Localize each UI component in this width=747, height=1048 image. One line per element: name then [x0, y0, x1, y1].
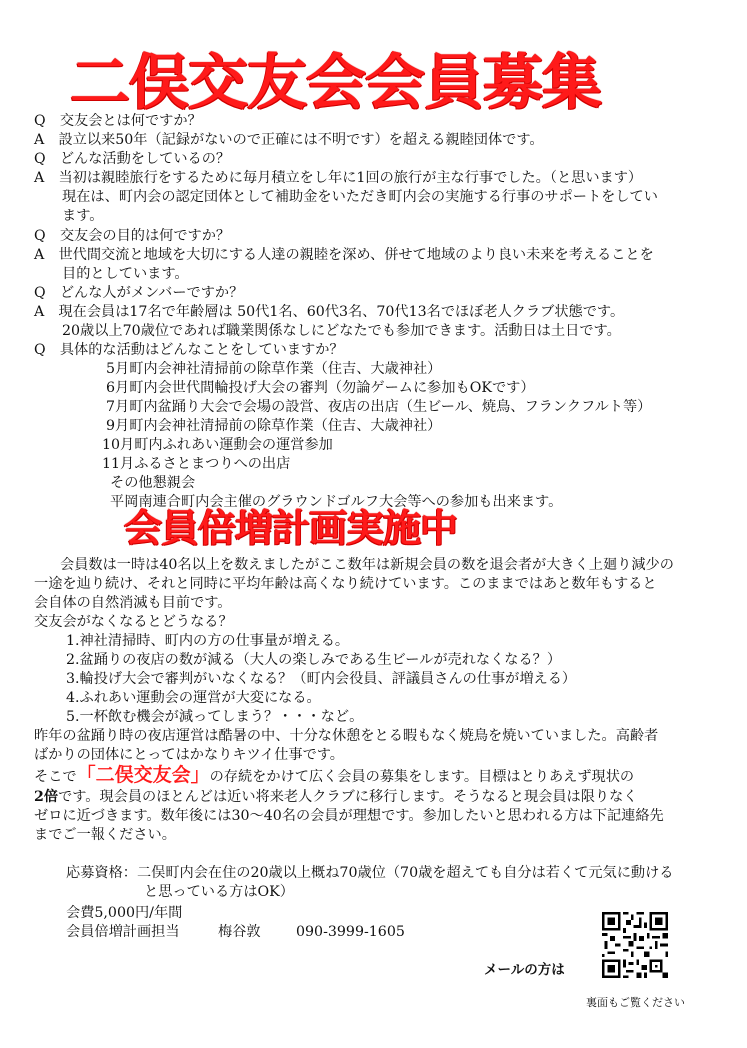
body-text: 会員数は一時は40名以上を数えましたがここ数年は新規会員の数を退会者が大きく上廻り減少の: [60, 557, 674, 573]
consequence-item: 1.神社清掃時、町内の方の仕事量が増える。: [66, 633, 350, 649]
consequence-item: 5.一杯飲む機会が減ってしまう？・・・など。: [66, 709, 364, 725]
mail-label: メールの方は: [484, 962, 565, 978]
qualification: と思っている方はOK）: [144, 884, 294, 900]
activity-item: 6月町内会世代間輪投げ大会の審判（勿論ゲームに参加もOKです）: [106, 380, 535, 396]
appeal-line: そこで「二俣交友会」の存続をかけて広く会員の募集をします。目標はとりあえず現状の: [34, 764, 635, 786]
fee: 会費5,000円/年間: [66, 905, 183, 921]
activity-item: その他懇親会: [110, 475, 196, 491]
body-text: 交友会がなくなるとどうなる？: [34, 614, 233, 630]
body-text: 会自体の自然消滅も目前です。: [34, 595, 232, 611]
contact-label: 会員倍増計画担当: [66, 924, 180, 940]
activity-item: 7月町内盆踊り大会で会場の設営、夜店の出店（生ビール、焼鳥、フランクフルト等）: [106, 399, 652, 415]
page-title: 二俣交友会会員募集: [70, 48, 601, 118]
faq-line: Q どんな活動をしているの？: [34, 151, 231, 167]
activity-item: 5月町内会神社清掃前の除草作業（住吉、大歳神社）: [106, 361, 442, 377]
body-text: 一途を辿り続け、それと同時に平均年齢は高くなり続けています。このままではあと数年もすると: [34, 576, 657, 592]
faq-line: ます。: [62, 208, 104, 224]
faq-line: A 設立以来50年（記録がないので正確には不明です）を超える親睦団体です。: [34, 132, 544, 148]
appeal-line: までご一報ください。: [34, 827, 176, 843]
goal-text: 2倍: [34, 789, 59, 805]
activity-item: 平岡南連合町内会主催のグラウンドゴルフ大会等への参加も出来ます。: [110, 494, 563, 510]
footer-note: 裏面もご覧ください: [586, 996, 685, 1009]
consequence-item: 4.ふれあい運動会の運営が大変になる。: [66, 690, 321, 706]
faq-line: A 世代間交流と地域を大切にする人達の親睦を深め、併せて地域のより良い未来を考えることを: [34, 247, 654, 263]
consequence-item: 2.盆踊りの夜店の数が減る（大人の楽しみである生ビールが売れなくなる？）: [66, 652, 562, 668]
faq-line: Q 交友会の目的は何ですか？: [34, 228, 231, 244]
appeal-line: ゼロに近づきます。数年後には30～40名の会員が理想です。参加したいと思われる方は下記連絡先: [34, 808, 664, 824]
appeal-line: 2倍です。現会員のほとんどは近い将来老人クラブに移行します。そうなると現会員は限りなく: [34, 789, 638, 805]
faq-line: A 当初は親睦旅行をするために毎月積立をし年に1回の旅行が主な行事でした。（と思います）: [34, 170, 643, 186]
faq-line: A 現在会員は17名で年齢層は 50代1名、60代3名、70代13名でほぼ老人クラブ状態です。: [34, 304, 625, 320]
qr-code-icon[interactable]: [602, 912, 668, 978]
body-text: ばかりの団体にとってはかなりキツイ仕事です。: [34, 747, 344, 763]
faq-line: Q 具体的な活動はどんなことをしていますか？: [34, 342, 344, 358]
club-name-highlight: 「二俣交友会」: [76, 764, 210, 786]
activity-item: 9月町内会神社清掃前の除草作業（住吉、大歳神社）: [106, 418, 442, 434]
faq-line: 現在は、町内会の認定団体として補助金をいただき町内会の実施する行事のサポートをしてい: [62, 189, 658, 205]
activity-item: 10月町内ふれあい運動会の運営参加: [102, 437, 333, 453]
campaign-heading: 会員倍増計画実施中: [124, 506, 458, 550]
body-text: 昨年の盆踊り時の夜店運営は酷暑の中、十分な休憩をとる暇もなく焼鳥を焼いていました。高齢者: [34, 728, 659, 744]
activity-item: 11月ふるさとまつりへの出店: [102, 456, 291, 472]
faq-line: Q 交友会とは何ですか？: [34, 113, 202, 129]
consequence-item: 3.輪投げ大会で審判がいなくなる？（町内会役員、評議員さんの仕事が増える）: [66, 671, 577, 687]
faq-line: Q どんな人がメンバーですか？: [34, 285, 244, 301]
contact-phone[interactable]: 090-3999-1605: [296, 924, 405, 940]
contact-name: 梅谷敦: [218, 924, 261, 940]
faq-line: 20歳以上70歳位であれば職業関係なしにどなたでも参加できます。活動日は土日です。: [62, 323, 621, 339]
faq-line: 目的としています。: [62, 266, 189, 282]
qualification: 応募資格：二俣町内会在住の20歳以上概ね70歳位（70歳を超えても自分は若くて元気に動ける: [66, 865, 674, 881]
